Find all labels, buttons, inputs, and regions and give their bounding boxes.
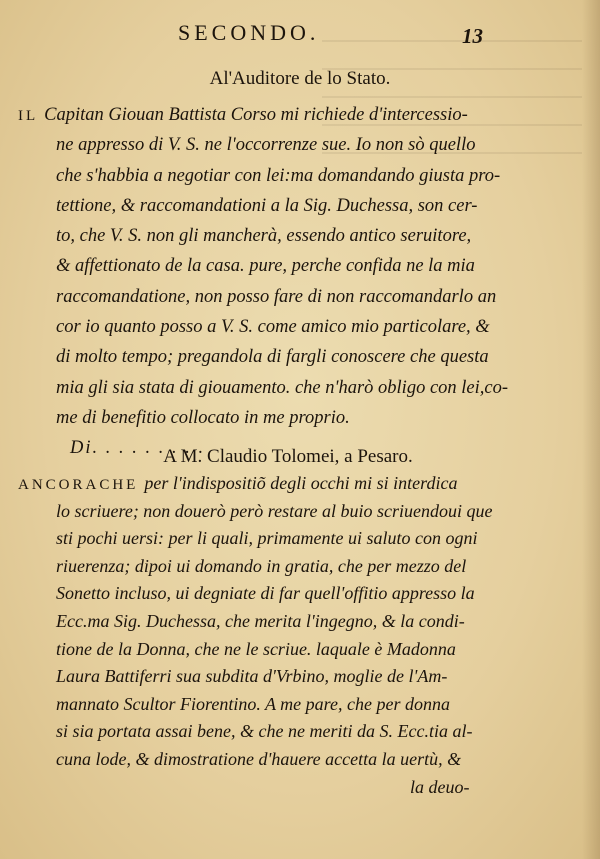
text-line: Ecc.ma Sig. Duchessa, che merita l'ingegno, & la condi- <box>56 610 465 631</box>
text-line: sti pochi uersi: per li quali, primamente ui saluto con ogni <box>56 528 478 549</box>
text-line: IL Capitan Giouan Battista Corso mi richiede d'intercessio- <box>18 100 578 130</box>
text-line: cuna lode, & dimostratione d'hauere accetta la uertù, & <box>56 748 462 769</box>
text-line: Sonetto incluso, ui degniate di far quell'offitio appresso la <box>56 583 475 604</box>
running-head: SECONDO. <box>178 20 320 45</box>
page-edge <box>582 0 600 859</box>
text-line: mia gli sia stata di giouamento. che n'harò obligo con lei,co- <box>56 377 509 398</box>
text-line: raccomandatione, non posso fare di non raccomandarlo an <box>56 286 497 307</box>
page-header <box>0 16 600 56</box>
letter-body <box>18 100 578 464</box>
text-line: di molto tempo; pregandola di fargli conoscere che questa <box>56 347 489 368</box>
text-line: to, che V. S. non gli mancherà, essendo antico seruitore, <box>56 226 472 247</box>
text-line: me di benefitio collocato in me proprio. <box>56 407 350 428</box>
text-line: lo scriuere; non douerò però restare al buio scriuendoui que <box>56 500 493 521</box>
text-line: che s'habbia a negotiar con lei:ma domandando giusta pro- <box>56 165 501 186</box>
text-line: si sia portata assai bene, & che ne meriti da S. Ecc.tia al- <box>56 721 473 742</box>
text-line: tettione, & raccomandationi a la Sig. Duchessa, son cer- <box>56 195 478 216</box>
text-line: ne appresso di V. S. ne l'occorrenze sue. Io non sò quello <box>56 135 476 156</box>
page-number: 13 <box>462 24 483 48</box>
catchword: la deuo- <box>410 776 470 797</box>
initial-word: ANCORACHE <box>18 477 139 493</box>
text-line: tione de la Donna, che ne le scriue. laquale è Madonna <box>56 638 456 659</box>
text-line: cor io quanto posso a V. S. come amico mio particolare, & <box>56 317 490 338</box>
text-line: ANCORACHE per l'indispositiõ degli occhi mi si interdica <box>18 470 578 498</box>
letter-heading: A M. Claudio Tolomei, a Pesaro. <box>163 446 413 467</box>
initial-word: IL <box>18 108 39 124</box>
text-line: & affettionato de la casa. pure, perche confida ne la mia <box>56 256 475 277</box>
text-line: mannato Scultor Fiorentino. A me pare, che per donna <box>56 693 450 714</box>
text-line: riuerenza; dipoi ui domando in gratia, che per mezzo del <box>56 555 467 576</box>
text-line: Laura Battiferri sua subdita d'Vrbino, moglie de l'Am- <box>56 666 448 687</box>
letter-body <box>18 470 578 801</box>
letter-heading: Al'Auditore de lo Stato. <box>209 68 391 89</box>
signoff: Di. . . . . . . . . <box>70 438 206 459</box>
